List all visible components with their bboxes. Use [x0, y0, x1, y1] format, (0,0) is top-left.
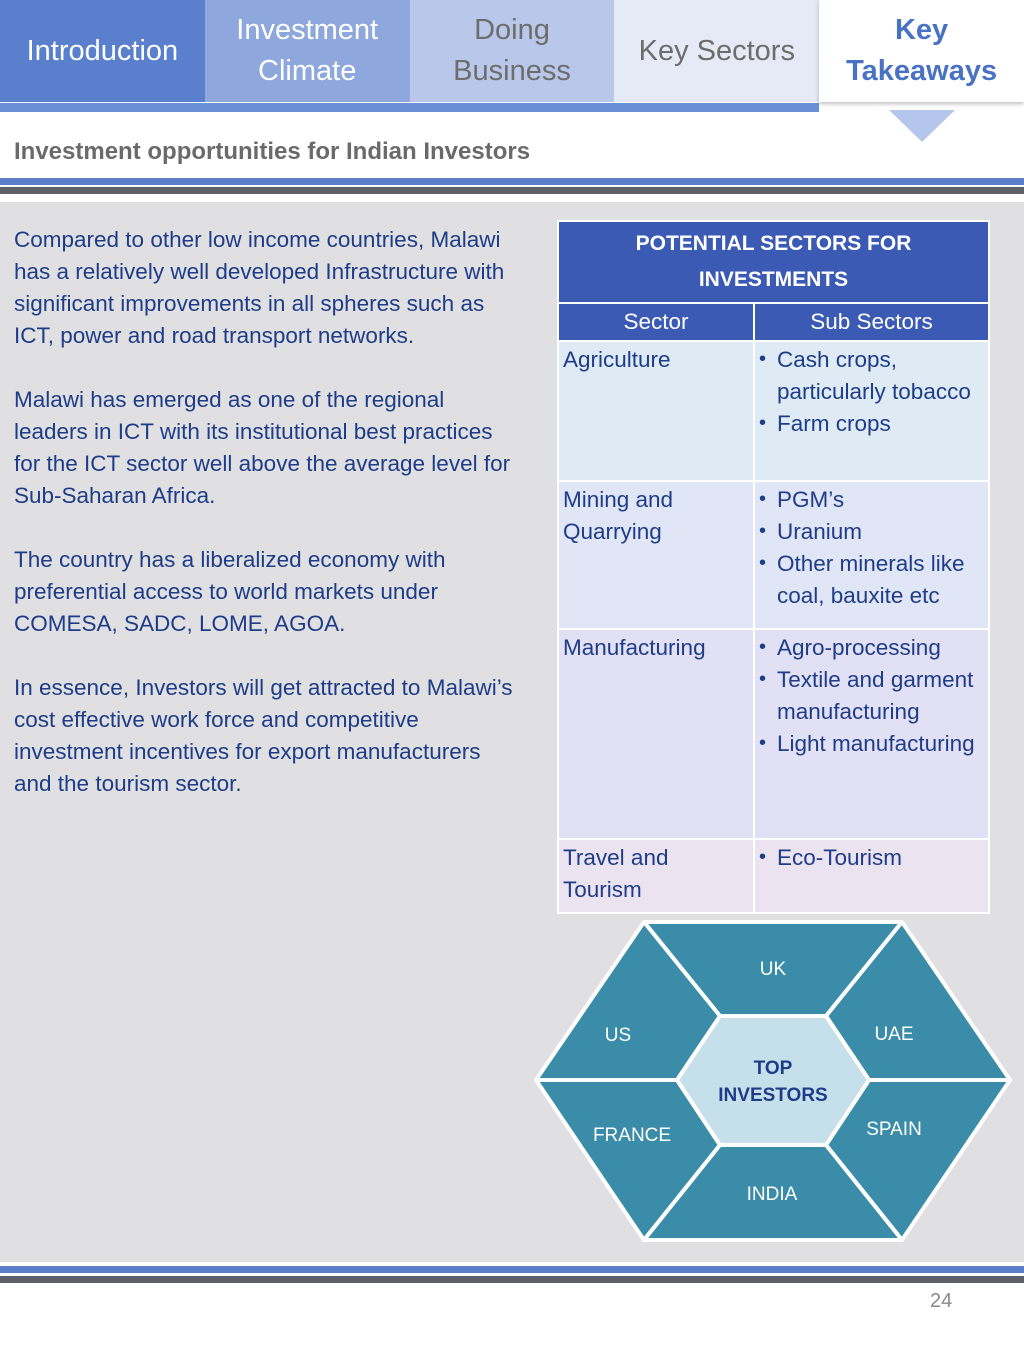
top-investors-diagram	[532, 918, 1014, 1246]
sub-sectors-cell	[754, 629, 989, 839]
center-label-line2: INVESTORS	[718, 1085, 828, 1106]
sub-sector-item: • Uranium	[759, 516, 984, 548]
investor-india: INDIA	[746, 1184, 798, 1205]
column-header-sub-sectors: Sub Sectors	[754, 303, 989, 341]
sub-sectors-cell	[754, 481, 989, 629]
tab-key-takeaways[interactable]: Key Takeaways	[819, 0, 1024, 102]
column-header-sector: Sector	[558, 303, 754, 341]
sub-sector-item: • PGM’s	[759, 484, 984, 516]
tab-key-sectors[interactable]: Key Sectors	[614, 0, 819, 102]
paragraph-investors: In essence, Investors will get attracted to Malawi’s cost effective work force and competitive investment incentives for export manufacturers and the tourism sector.	[14, 675, 513, 796]
sub-sector-item: • Light manufacturing	[759, 728, 984, 760]
sector-cell: Travel and Tourism	[558, 839, 754, 913]
title-divider-blue	[0, 178, 1024, 185]
sub-sector-item: • Cash crops, particularly tobacco	[759, 344, 984, 408]
paragraph-ict: Malawi has emerged as one of the regional leaders in ICT with its institutional best practices for the ICT sector well above the average level for Sub-Saharan Africa.	[14, 387, 511, 508]
investor-us: US	[604, 1025, 632, 1046]
investor-france: FRANCE	[592, 1125, 672, 1146]
section-tab-bar	[0, 0, 1024, 102]
sub-sector-item: • Eco-Tourism	[759, 842, 984, 874]
paragraph-economy: The country has a liberalized economy with preferential access to world markets under COMESA, SADC, LOME, AGOA.	[14, 547, 446, 636]
footer-divider-gray	[0, 1276, 1024, 1283]
table-row	[558, 481, 989, 629]
title-divider-gray	[0, 187, 1024, 194]
investor-spain: SPAIN	[866, 1119, 922, 1140]
sector-cell: Mining and Quarrying	[558, 481, 754, 629]
section-title: Investment opportunities for Indian Investors	[14, 138, 531, 165]
center-hexagon	[677, 1016, 869, 1145]
sub-sector-item: • Textile and garment manufacturing	[759, 664, 984, 728]
sub-sectors-cell	[754, 341, 989, 481]
tab-underline-stripe	[0, 103, 819, 112]
tab-investment-climate[interactable]: Investment Climate	[205, 0, 410, 102]
investor-uae: UAE	[874, 1024, 914, 1045]
tab-doing-business[interactable]: Doing Business	[410, 0, 615, 102]
sector-cell: Manufacturing	[558, 629, 754, 839]
paragraph-infrastructure: Compared to other low income countries, Malawi has a relatively well developed Infrastructure with significant improvements in all spheres such as ICT, power and road transport networks.	[14, 227, 505, 348]
center-label-line1: TOP	[753, 1058, 793, 1079]
table-row	[558, 629, 989, 839]
table-row	[558, 341, 989, 481]
investor-uk: UK	[759, 959, 787, 980]
table-title: POTENTIAL SECTORS FOR INVESTMENTS	[558, 221, 989, 303]
page-number: 24	[930, 1290, 953, 1312]
sub-sector-item: • Farm crops	[759, 408, 984, 440]
footer-divider-blue	[0, 1266, 1024, 1273]
sub-sector-item: • Other minerals like coal, bauxite etc	[759, 548, 984, 612]
tab-introduction[interactable]: Introduction	[0, 0, 205, 102]
body-text	[14, 224, 514, 832]
potential-sectors-table	[557, 220, 990, 914]
sub-sectors-cell	[754, 839, 989, 913]
active-tab-pointer-icon	[889, 110, 955, 142]
sector-cell: Agriculture	[558, 341, 754, 481]
sub-sector-item: • Agro-processing	[759, 632, 984, 664]
table-row	[558, 839, 989, 913]
